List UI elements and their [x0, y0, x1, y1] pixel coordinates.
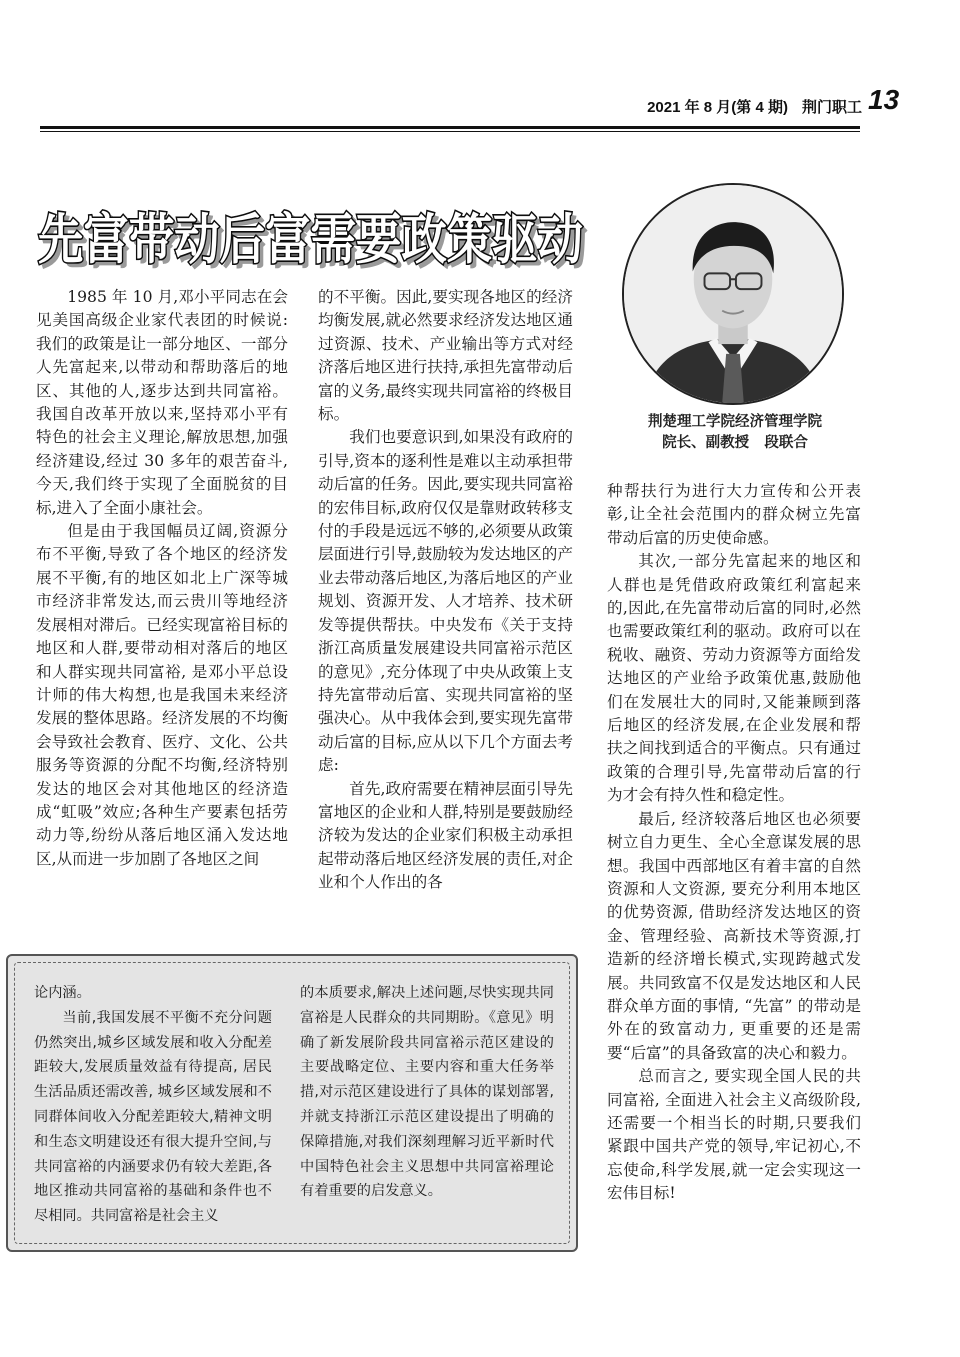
paragraph: 1985 年 10 月,邓小平同志在会见美国高级企业家代表团的时候说:我们的政策是让一部分地区、一部分人先富起来,以带动和帮助落后的地区、其他的人,逐步达到共同富裕。我国自改革开放以来,坚持邓小平有特色的社会主义理论,解放思想,加强经济建设,经过 30 多年的艰苦奋斗,今天,我们终于实现了全面脱贫的目标,进入了全面小康社会。 [36, 288, 288, 517]
paragraph: 论内涵。 [34, 985, 91, 1001]
page-number: 13 [868, 84, 900, 115]
author-portrait [622, 183, 844, 405]
author-name-title: 院长、副教授 段联合 [662, 435, 808, 451]
running-header [647, 96, 862, 117]
paragraph: 当前,我国发展不平衡不充分问题仍然突出,城乡区域发展和收入分配差距较大,发展质量效益有待提高, 居民生活品质还需改善, 城乡区域发展和不同群体间收入分配差距较大,精神文明和生态文明建设还有很大提升空间,与共同富裕的内涵要求仍有较大差距,各地区推动共同富裕的基础和条件也不尽相同。共同富裕是社会主义 [34, 1009, 272, 1225]
article-title-shadow: 先富带动后富需要政策驱动 [42, 211, 587, 272]
paragraph: 其次,一部分先富起来的地区和人群也是凭借政府政策红利富起来的,因此,在先富带动后富的同时,必然也需要政策红利的驱动。政府可以在税收、融资、劳动力资源等方面给发达地区的产业给予政策优惠,鼓励他们在发展壮大的同时,又能兼顾到落后地区的经济发展,在企业发展和帮扶之间找到适合的平衡点。只有通过政策的合理引导,先富带动后富的行为才会有持久性和稳定性。 [607, 552, 861, 805]
paragraph: 最后, 经济较落后地区也必须要树立自力更生、全心全意谋发展的思想。我国中西部地区有着丰富的自然资源和人文资源, 要充分利用本地区的优势资源, 借助经济发达地区的资金、管理经验、高新技术等资源,打造新的经济增长模式,实现跨越式发展。共同致富不仅是发达地区和人民群众单方面的事情, “先富” 的带动是外在的致富动力, 更重要的还是需要“后富”的具备致富的决心和毅力。 [607, 809, 861, 1062]
header-rule [40, 126, 860, 129]
article-title-text: 先富带动后富需要政策驱动 [38, 207, 583, 271]
header-rule-thin [40, 131, 860, 132]
article-title [30, 198, 590, 272]
paragraph: 首先,政府需要在精神层面引导先富地区的企业和人群,特别是要鼓励经济较为发达的企业家们积极主动承担起带动落后地区经济发展的责任,对企业和个人作出的各 [318, 779, 573, 892]
text-column-1 [36, 286, 288, 871]
paragraph: 种帮扶行为进行大力宣传和公开表彰,让全社会范围内的群众树立先富带动后富的历史使命感。 [607, 482, 861, 547]
paragraph: 我们也要意识到,如果没有政府的引导,资本的逐利性是难以主动承担带动后富的任务。因此,要实现共同富裕的宏伟目标,政府仅仅是靠财政转移支付的手段是远远不够的,必须要从政策层面进行引导,鼓励较为发达地区的产业去带动落后地区,为落后地区的产业规划、资源开发、人才培养、技术研发等提供帮扶。中央发布《关于支持浙江高质量发展建设共同富裕示范区的意见》,充分体现了中央从政策上支持先富带动后富、实现共同富裕的坚强决心。从中我体会到,要实现先富带动后富的目标,应从以下几个方面去考虑: [318, 428, 573, 775]
sidebar-box-column-1 [34, 981, 272, 1229]
issue-date: 2021 年 8 月(第 4 期) [647, 99, 788, 116]
text-column-2 [318, 286, 573, 895]
sidebar-box-column-2 [300, 981, 554, 1204]
paragraph: 总而言之, 要实现全国人民的共同富裕, 全面进入社会主义高级阶段,还需要一个相当长的时期,只要我们紧跟中国共产党的领导,牢记初心,不忘使命,科学发展,就一定会实现这一宏伟目标! [607, 1067, 861, 1203]
author-caption [610, 412, 860, 454]
author-affiliation: 荆楚理工学院经济管理学院 [648, 414, 822, 430]
journal-name: 荆门职工 [801, 99, 862, 116]
paragraph: 但是由于我国幅员辽阔,资源分布不平衡,导致了各个地区的经济发展不平衡,有的地区如北上广深等城市经济非常发达,而云贵川等地经济发展相对滞后。已经实现富裕目标的地区和人群,要带动相对落后的地区和人群实现共同富裕, 是邓小平总设计师的伟大构想,也是我国未来经济发展的整体思路。经济发展的不均衡会导致社会教育、医疗、文化、公共服务等资源的分配不均衡,经济特别发达的地区会对其他地区的经济造成“虹吸”效应;各种生产要素包括劳动力等,纷纷从落后地区涌入发达地区,从而进一步加剧了各地区之间 [36, 522, 288, 868]
text-column-3 [607, 480, 861, 1206]
paragraph: 的不平衡。因此,要实现各地区的经济均衡发展,就必然要求经济发达地区通过资源、技术、产业输出等方式对经济落后地区进行扶持,承担先富带动后富的义务,最终实现共同富裕的终极目标。 [318, 288, 573, 424]
paragraph: 的本质要求,解决上述问题,尽快实现共同富裕是人民群众的共同期盼。《意见》明确了新发展阶段共同富裕示范区建设的主要战略定位、主要内容和重大任务举措,对示范区建设进行了具体的谋划部署,并就支持浙江示范区建设提出了明确的保障措施,对我们深刻理解习近平新时代中国特色社会主义思想中共同富裕理论有着重要的启发意义。 [300, 985, 554, 1200]
